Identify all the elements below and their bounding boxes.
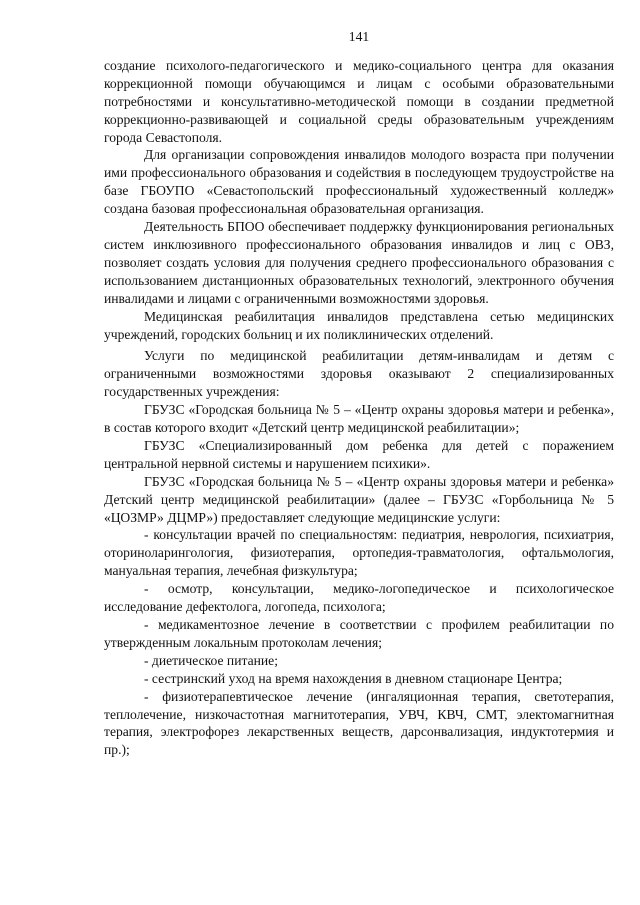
paragraph: ГБУЗС «Городская больница № 5 – «Центр охраны здоровья матери и ребенка», в состав которого входит «Детский центр медицинской реабилитации»;: [104, 402, 614, 436]
paragraph: Медицинская реабилитация инвалидов представлена сетью медицинских учреждений, городских больниц и их поликлинических отделений.: [104, 308, 614, 342]
paragraph: - осмотр, консультации, медико-логопедическое и психологическое исследование дефектолога, логопеда, психолога;: [104, 581, 614, 615]
paragraph: - сестринский уход на время нахождения в дневном стационаре Центра;: [144, 670, 563, 686]
document-body: [104, 57, 614, 759]
paragraph: - физиотерапевтическое лечение (ингаляционная терапия, светотерапия, теплолечение, низкочастотная магнитотерапия, УВЧ, КВЧ, СМТ, электомагнитная терапия, электрофорез лекарственных веществ, дарсонвализация, индуктотермия и пр.);: [104, 688, 614, 758]
paragraph: - медикаментозное лечение в соответствии с профилем реабилитации по утвержденным локальным протоколам лечения;: [104, 617, 614, 650]
paragraph: Услуги по медицинской реабилитации детям-инвалидам и детям с ограниченными возможностями здоровья оказывают 2 специализированных государственных учреждения:: [104, 348, 614, 400]
paragraph: - консультации врачей по специальностям: педиатрия, неврология, психиатрия, оториноларингология, физиотерапия, ортопедия-травматология, офтальмология, мануальная терапия, лечебная физкультура;: [104, 527, 614, 579]
paragraph: ГБУЗС «Городская больница № 5 – «Центр охраны здоровья матери и ребенка» Детский центр медицинской реабилитации» (далее – ГБУЗС «Горбольница № 5 «ЦОЗМР» ДЦМР») предоставляет следующие медицинские услуги:: [104, 473, 614, 525]
page-number: 141: [348, 29, 370, 44]
paragraph: Деятельность БПОО обеспечивает поддержку функционирования региональных систем инклюзивного профессионального образования инвалидов и лиц с ОВЗ, позволяет создать условия для получения среднего профессионального образования с использованием дистанционных образовательных технологий, электронного обучения инвалидами и лицами с ограниченными возможностями здоровья.: [104, 219, 614, 306]
paragraph: Для организации сопровождения инвалидов молодого возраста при получении ими профессионального образования и содействия в последующем трудоустройстве на базе ГБОУПО «Севастопольский профессиональный художественный колледж» создана базовая профессиональная образовательная организация.: [104, 147, 614, 217]
paragraph: - диетическое питание;: [144, 652, 278, 668]
document-page: [104, 28, 614, 759]
paragraph: создание психолого-педагогического и медико-социального центра для оказания коррекционной помощи обучающимся и лицам с особыми образовательными потребностями и консультативно-методической помощи в создании предметной коррекционно-развивающей и социальной среды образовательным учреждениям города Севастополя.: [104, 57, 614, 145]
paragraph: ГБУЗС «Специализированный дом ребенка для детей с поражением центральной нервной системы и нарушением психики».: [104, 437, 614, 471]
